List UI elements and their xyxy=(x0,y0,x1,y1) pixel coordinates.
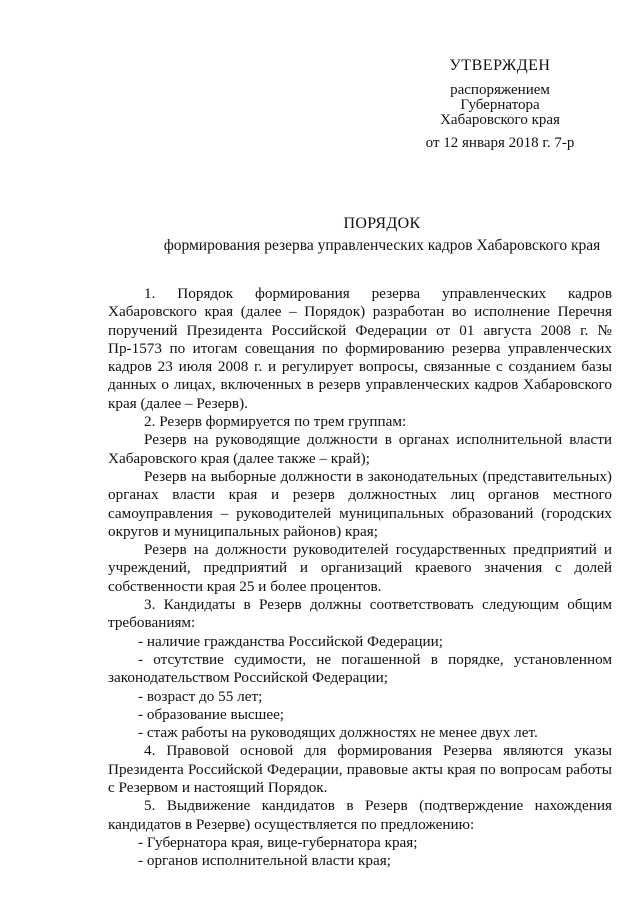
list-item: - наличие гражданства Российской Федерации; xyxy=(138,632,443,650)
paragraph: Резерв на должности руководителей государственных предприятий и учреждений, предприятий и организаций краевого значения с долей собственности края 25 и более процентов. xyxy=(108,541,612,595)
list-item: - органов исполнительной власти края; xyxy=(138,852,391,870)
document-title: ПОРЯДОК xyxy=(343,215,421,232)
paragraph: 1. Порядок формирования резерва управленческих кадров Хабаровского края (далее – Порядок) разработан во исполнение Перечня поручений Президента Российской Федерации от 01 августа 2008 г. № Пр-1573 по итогам совещания по формированию резерва управленческих кадров 23 июля 2008 г. и регулирует вопросы, связанные с созданием базы данных о лицах, включенных в резерв управленческих кадров Хабаровского края (далее – Резерв). xyxy=(108,285,612,412)
approval-heading: УТВЕРЖДЕН xyxy=(449,57,551,74)
approval-line: Губернатора xyxy=(460,97,540,113)
approval-line: Хабаровского края xyxy=(440,112,560,128)
paragraph: Резерв на выборные должности в законодательных (представительных) органах власти края и резерв должностных лиц органов местного самоуправления – руководителей муниципальных образований (городских округов и муниципальных районов) края; xyxy=(108,467,612,540)
approval-line: распоряжением xyxy=(450,82,550,98)
paragraph: 5. Выдвижение кандидатов в Резерв (подтверждение нахождения кандидатов в Резерве) осуществляется по предложению: xyxy=(108,797,612,833)
paragraph: 2. Резерв формируется по трем группам: xyxy=(144,413,407,431)
document-subtitle: формирования резерва управленческих кадров Хабаровского края xyxy=(163,237,601,254)
paragraph: 3. Кандидаты в Резерв должны соответствовать следующим общим требованиям: xyxy=(108,596,612,632)
list-item: - образование высшее; xyxy=(138,705,285,723)
list-item: - возраст до 55 лет; xyxy=(138,687,263,705)
list-item: - Губернатора края, вице-губернатора края; xyxy=(138,833,418,851)
approval-date: от 12 января 2018 г. 7-р xyxy=(425,135,575,151)
document-body xyxy=(108,285,612,871)
approval-stamp xyxy=(410,58,590,151)
paragraph: Резерв на руководящие должности в органах исполнительной власти Хабаровского края (далее также – край); xyxy=(108,431,612,467)
list-item: - отсутствие судимости, не погашенной в порядке, установленном законодательством Российской Федерации; xyxy=(108,650,612,687)
list-item: - стаж работы на руководящих должностях не менее двух лет. xyxy=(138,724,538,742)
paragraph: 4. Правовой основой для формирования Резерва являются указы Президента Российской Федерации, правовые акты края по вопросам работы с Резервом и настоящий Порядок. xyxy=(108,742,612,797)
